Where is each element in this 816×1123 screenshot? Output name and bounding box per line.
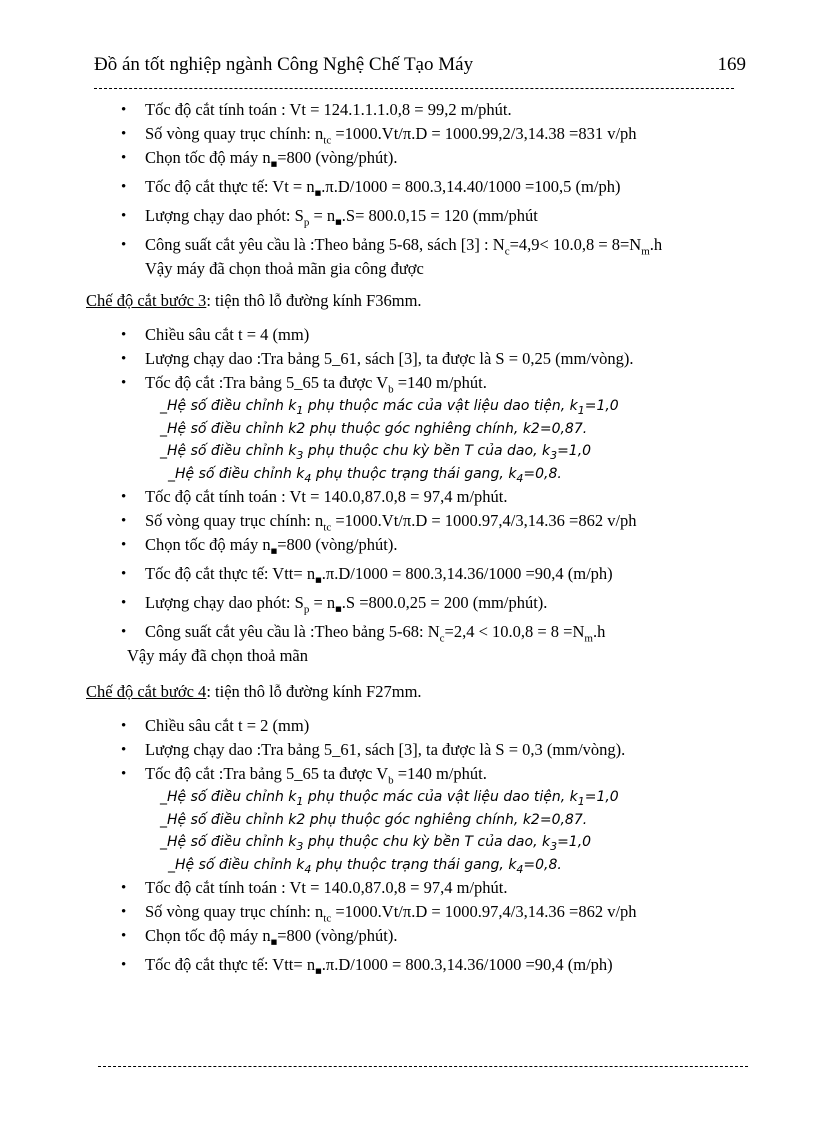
step3-list [0, 323, 816, 395]
page-number: 169 [717, 54, 746, 75]
list-item: • Công suất cắt yêu cầu là :Theo bảng 5-68, sách [3] : $N_c=4,9< 10.0,8 = 8=N_m.h$ [0, 233, 816, 257]
list-item: • Chiều sâu cắt t = 2 (mm) [0, 714, 816, 738]
list-item: • Chiều sâu cắt t = 4 (mm) [0, 323, 816, 347]
step4-list [0, 714, 816, 786]
list-item: • Lượng chạy dao phót: $S_p = n_■.S =800.0,25 = 200$ (mm/phút). [0, 591, 816, 615]
list-item: • Chọn tốc độ máy $n_■=800$ (vòng/phút). [0, 533, 816, 557]
list-item: • Số vòng quay trục chính: $n_{tc} =1000.Vt/\pi.D = 1000.97,4/3,14.36 =862$ v/ph [0, 509, 816, 533]
list-item: • Số vòng quay trục chính: $n_{tc} =1000.Vt/\pi.D = 1000.97,4/3,14.36 =862$ v/ph [0, 900, 816, 924]
coefficient-note: _Hệ số điều chỉnh $k_4$ phụ thuộc trạng thái gang, $k_4=0,8$. [168, 465, 562, 485]
list-item: • Tốc độ cắt :Tra bảng 5_65 ta được $V_b =140$ m/phút. [0, 762, 816, 786]
conclusion-text: Vậy máy đã chọn thoả mãn [127, 646, 308, 665]
section-heading-step3: Chế độ cắt bước 3: tiện thô lỗ đường kính F36mm. [86, 291, 422, 310]
coefficient-note: _Hệ số điều chỉnh $k_3$ phụ thuộc chu kỳ bền T của dao, $k_3=1,0$ [160, 443, 592, 462]
page-body [0, 98, 816, 977]
coefficient-note: _Hệ số điều chỉnh $k_4$ phụ thuộc trạng thái gang, $k_4=0,8$. [168, 856, 562, 876]
coefficient-note: _Hệ số điều chỉnh $k_3$ phụ thuộc chu kỳ bền T của dao, $k_3=1,0$ [160, 834, 592, 853]
coefficient-note: _Hệ số điều chỉnh $k_1$ phụ thuộc mác của vật liệu dao tiện, $k_1=1,0$ [160, 789, 619, 808]
coefficient-note: _Hệ số điều chỉnh k2 phụ thuộc góc nghiêng chính, k2=0,87. [160, 420, 588, 437]
document-title: Đồ án tốt nghiệp ngành Công Nghệ Chế Tạo Máy [94, 54, 474, 75]
list-item: • Tốc độ cắt tính toán : Vt = 140.0,87.0,8 = 97,4 m/phút. [0, 876, 816, 900]
footer-divider [98, 1066, 748, 1067]
conclusion-text: Vậy máy đã chọn thoả mãn gia công được [145, 259, 424, 278]
list-item: • Lượng chạy dao :Tra bảng 5_61, sách [3], ta được là S = 0,3 (mm/vòng). [0, 738, 816, 762]
coefficient-note: _Hệ số điều chỉnh k2 phụ thuộc góc nghiêng chính, k2=0,87. [160, 811, 588, 828]
step2-tail-list [0, 98, 816, 257]
step3-list-cont [0, 485, 816, 644]
list-item: • Lượng chạy dao :Tra bảng 5_61, sách [3], ta được là S = 0,25 (mm/vòng). [0, 347, 816, 371]
page-header [94, 54, 746, 80]
list-item: • Tốc độ cắt thực tế: $Vtt= n_■.\pi.D/1000 = 800.3,14.36/1000 =90,4$ (m/ph) [0, 953, 816, 977]
list-item: • Tốc độ cắt thực tế: $Vtt= n_■.\pi.D/1000 = 800.3,14.36/1000 =90,4$ (m/ph) [0, 562, 816, 586]
list-item: • Lượng chạy dao phót: $S_p = n_■.S= 800.0,15 = 120$ (mm/phút [0, 204, 816, 228]
list-item: • Tốc độ cắt thực tế: $Vt = n_■.\pi.D/1000 = 800.3,14.40/1000 =100,5$ (m/ph) [0, 175, 816, 199]
list-item: • Chọn tốc độ máy $n_■=800$ (vòng/phút). [0, 924, 816, 948]
list-item: • Chọn tốc độ máy $n_■=800$ (vòng/phút). [0, 146, 816, 170]
header-divider [94, 88, 734, 89]
coefficient-note: _Hệ số điều chỉnh $k_1$ phụ thuộc mác của vật liệu dao tiện, $k_1=1,0$ [160, 398, 619, 417]
section-heading-step4: Chế độ cắt bước 4: tiện thô lỗ đường kính F27mm. [86, 682, 422, 701]
list-item: • Số vòng quay trục chính: $n_{tc} =1000.Vt/\pi.D = 1000.99,2/3,14.38 =831$ v/ph [0, 122, 816, 146]
list-item: • Tốc độ cắt tính toán : Vt = 140.0,87.0,8 = 97,4 m/phút. [0, 485, 816, 509]
list-item: • Công suất cắt yêu cầu là :Theo bảng 5-68: $N_c=2,4 < 10.0,8 = 8 =N_m.h$ [0, 620, 816, 644]
list-item: • Tốc độ cắt :Tra bảng 5_65 ta được $V_b =140$ m/phút. [0, 371, 816, 395]
list-item: • Tốc độ cắt tính toán : Vt = 124.1.1.1.0,8 = 99,2 m/phút. [0, 98, 816, 122]
step4-list-cont [0, 876, 816, 977]
